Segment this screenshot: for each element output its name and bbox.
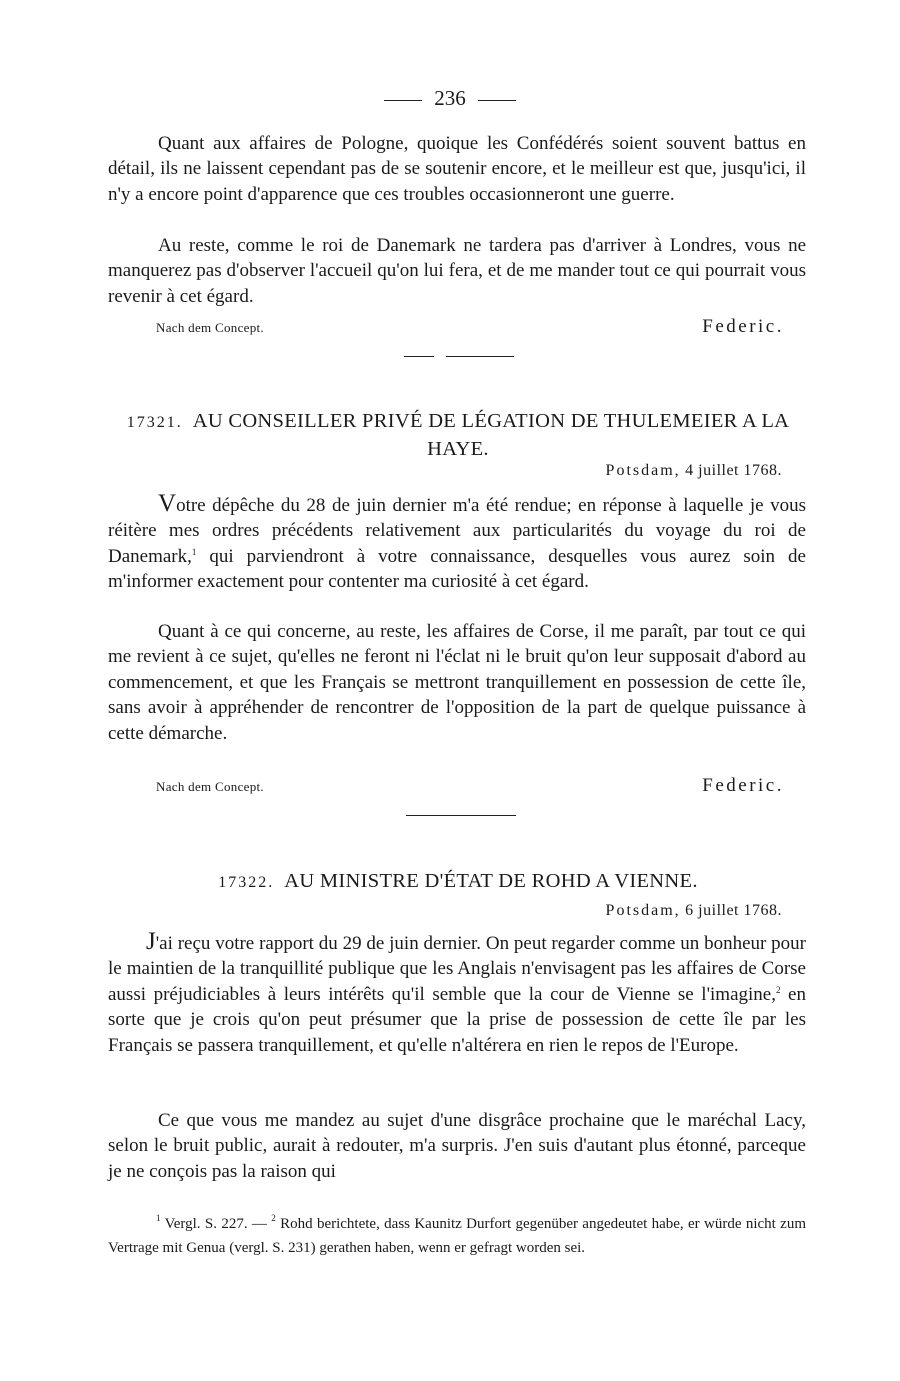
paragraph-poland: Quant aux affaires de Pologne, quoique les Confédérés soient souvent battus en détail, ils ne laissent cependant pas de se soutenir encore, et le meilleur est que, jusqu'ici, il n'y a encore point d'apparence que ces troubles occasionneront une guerre. [108,133,806,205]
initial-letter: J [146,928,156,955]
concept-note: Nach dem Concept. [156,320,264,335]
letter-heading-text: AU CONSEILLER PRIVÉ DE LÉGATION DE THULEMEIER A LA HAYE. [192,410,790,460]
paragraph-denmark-london: Au reste, comme le roi de Danemark ne tardera pas d'arriver à Londres, vous ne manquerez pas d'observer l'accueil qu'on lui fera, et de me mander tout ce qui pourrait vous revenir à cet égard. [108,235,806,307]
footnotes [108,1212,806,1260]
dateline-17322 [606,902,782,920]
paragraph-text: qui parviendront à votre connaissance, desquelles vous aurez soin de m'informer exactement pour contenter ma curiosité à cet égard. [108,545,806,593]
dateline-date: 6 juillet 1768. [685,902,782,919]
paragraph-text: otre dépêche du 28 de juin dernier m'a été rendue; en réponse à laquelle je vous réitère mes ordres précédents relativement aux particularités du voyage du roi de Danemark, [108,495,806,567]
paragraph-text: en sorte que je crois qu'on peut présumer que la prise de possession de cette île par les Français se passera tranquillement, et qu'elle n'altérera en rien le repos de l'Europe. [108,983,806,1056]
paragraph-corse: Quant à ce qui concerne, au reste, les affaires de Corse, il me paraît, par tout ce qui me revient à ce sujet, qu'elles ne feront ni l'éclat ni le bruit qu'on leur supposait d'abord au commencement, et que les Français se mettront tranquillement en possession de cette île, sans avoir à appréhender de rencontrer de l'opposition de la part de quelque puissance à cette démarche. [108,621,806,744]
closing-row [108,310,784,338]
separator-rule-long [446,356,514,357]
page-number: 236 [434,86,466,110]
letter-heading-17321 [108,408,808,462]
dateline-date: 4 juillet 1768. [685,462,782,479]
dateline-place: Potsdam, [605,462,681,479]
paragraph-lacy: Ce que vous me mandez au sujet d'une disgrâce prochaine que le maréchal Lacy, selon le bruit public, aurait à redouter, m'a surpris. J'en suis d'autant plus étonné, parceque je ne conçois pas la raison qui [108,1110,806,1182]
dateline-17321 [606,462,782,480]
page-number-line [0,84,900,112]
footnote-1-text: Vergl. S. 227. — [160,1216,272,1232]
signature: Federic. [702,316,784,337]
page-number-dash-left [384,100,422,101]
concept-note: Nach dem Concept. [156,779,264,794]
separator-rule-short [404,356,434,357]
letter-heading-text: AU MINISTRE D'ÉTAT DE ROHD A VIENNE. [284,870,698,892]
initial-letter: V [158,490,177,517]
footnote-marker: 1 [191,546,197,557]
closing-row [108,769,784,797]
paragraph-depeche [108,491,806,595]
paragraph-text: 'ai reçu votre rapport du 29 de juin dernier. On peut regarder comme un bonheur pour le maintien de la tranquillité publique que les Anglais n'envisagent pas les affaires de Corse aussi préjudiciables à leurs intérêts qu'il semble que la cour de Vienne se l'imagine, [108,933,806,1005]
footnote-marker: 2 [775,984,781,995]
separator-rule [406,815,516,816]
letter-number: 17321. [126,414,183,431]
footnote-marker: 1 [156,1213,161,1223]
paragraph-rapport [108,929,806,1058]
letter-heading-17322 [108,868,808,896]
signature: Federic. [702,775,784,796]
letter-number: 17322. [218,874,275,891]
footnote-marker: 2 [271,1213,276,1223]
dateline-place: Potsdam, [605,902,681,919]
page-number-dash-right [478,100,516,101]
footnote-2-text: Rohd berichtete, dass Kaunitz Durfort gegenüber angedeutet habe, er würde nicht zum Vertrage mit Genua (vergl. S. 231) gerathen haben, wenn er gefragt worden sei. [108,1216,807,1256]
